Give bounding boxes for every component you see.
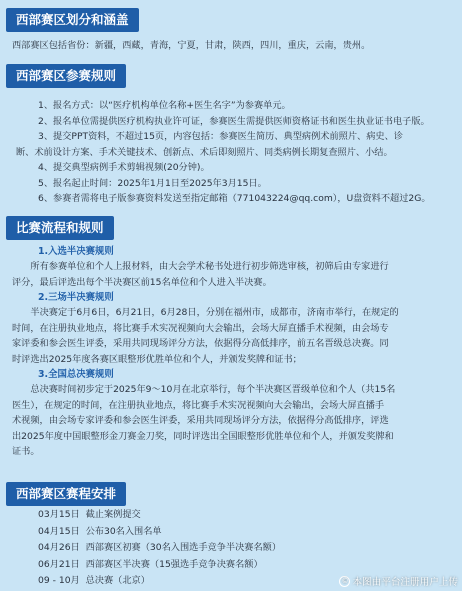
schedule-event: 总决赛（北京） [85,575,150,586]
copyright-icon: © [341,576,349,585]
rule-item: 1、报名方式：以“医疗机构单位名称+医生名字”为参赛单元。 [38,100,291,111]
process-section-2 [12,290,456,367]
division-text: 西部赛区包括省份：新疆，西藏，青海，宁夏，甘肃，陕西，四川，重庆，云南，贵州。 [12,40,371,51]
schedule-row [38,524,448,541]
schedule-date: 04月15日 [38,525,80,537]
schedule-event: 截止案例提交 [85,509,141,520]
schedule-event: 西部赛区半决赛（15强选手竞争决赛名额） [85,558,263,570]
schedule-row [38,557,448,574]
schedule-date: 09 - 10月 [38,575,80,586]
schedule-date: 06月21日 [38,558,80,570]
process-heading: 比赛流程和规则 [6,216,114,240]
section-line: 评分，最后评选出每个半决赛区前15名单位和个人进入半决赛。 [12,276,272,288]
rule-item: 断、术前设计方案、手术关键技术、创新点、术后即刻照片、同类病例长期复查照片、小结。 [16,146,393,158]
watermark-text: 本图由平台注册用户上传 [352,577,458,588]
rules-heading: 西部赛区参赛规则 [6,64,126,88]
schedule-heading: 西部赛区赛程安排 [6,482,126,506]
schedule-event: 公布30名入围名单 [85,525,162,537]
rules-list [16,98,458,207]
schedule-date: 04月26日 [38,542,80,553]
process-section-1 [12,244,456,290]
section-line: 医生），在规定的时间，在注册执业地点，将比赛手术实况视频向大会输出，会场大屏直播手 [12,399,385,411]
watermark [339,574,458,588]
section-line: 证书。 [12,446,40,457]
rule-item: 6、参赛者需将电子版参赛资料发送至指定邮箱（771043224@qq.com），U盘资料不超过2G。 [38,193,431,204]
rule-item: 3、提交PPT资料，不超过15页，内容包括：参赛医生简历、典型病例术前照片、病史、诊 [38,131,403,142]
rule-item: 5、报名起止时间：2025年1月1日至2025年3月15日。 [38,177,267,189]
schedule-event: 西部赛区初赛（30名入围选手竞争半决赛名额） [85,542,282,553]
section-line: 术视频，由会场专家评委和参会医生评委，采用共同现场评分方法，依据得分高低排序，评选 [12,415,389,426]
section-title: 1.入选半决赛规则 [38,246,114,257]
section-line: 出2025年度中国眼整形金刀赛金刀奖，同时评选出全国眼整形优胜单位和个人，并颁发奖牌和 [12,430,394,442]
rule-item: 2、报名单位需提供医疗机构执业许可证，参赛医生需提供医师资格证书和医生执业证书电子版。 [38,115,430,127]
division-heading: 西部赛区划分和涵盖 [6,8,139,32]
section-line: 总决赛时间初步定于2025年9～10月在北京举行，每个半决赛区晋级单位和个人（共15名 [30,384,396,395]
section-line: 所有参赛单位和个人上报材料，由大会学术秘书处进行初步筛选审核，初筛后由专家进行 [30,261,389,272]
process-section-3 [12,367,456,460]
section-line: 半决赛定于6月6日，6月21日，6月28日，分别在福州市，成都市，济南市举行，在规定的 [30,307,399,318]
schedule-row [38,540,448,557]
section-line: 时间，在注册执业地点，将比赛手术实况视频向大会输出，会场大屏直播手术视频，由会场专 [12,322,389,334]
section-title: 3.全国总决赛规则 [38,369,114,380]
section-line: 时评选出2025年度各赛区眼整形优胜单位和个人，并颁发奖牌和证书； [12,353,302,365]
section-line: 家评委和参会医生评委，采用共同现场评分方法，依据得分高低排序，前五名晋级总决赛。同 [12,338,389,349]
schedule-date: 03月15日 [38,509,80,520]
schedule-row [38,507,448,524]
section-title: 2.三场半决赛规则 [38,292,114,303]
rule-item: 4、提交典型病例手术剪辑视频(20分钟)。 [38,162,210,173]
